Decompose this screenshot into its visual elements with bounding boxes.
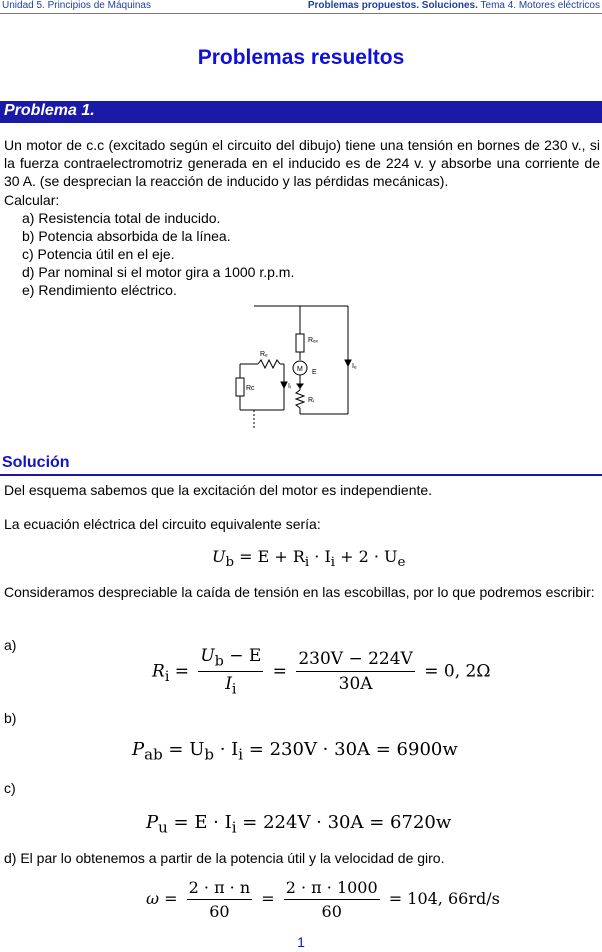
eq-a-num1-rest: − E: [223, 646, 262, 666]
eq-a-den1: I: [225, 674, 232, 695]
eq-c-p: P: [146, 812, 159, 833]
label-c: c): [4, 780, 16, 796]
eq-main-lhs-sub: b: [225, 555, 235, 571]
eq-c-mid: = E · I: [167, 812, 232, 833]
eq-main-rhs: = E + R: [239, 547, 305, 566]
label-motor: M: [297, 366, 303, 373]
solution-text-2: La ecuación eléctrica del circuito equivalente sería:: [4, 516, 321, 532]
equation-d: ω = $\frac{2 \cdot \pi \cdot n}{60}$ = $\frac{2 \cdot \pi \cdot 1000}{60}$ = 104, 66rd/s: [146, 878, 500, 921]
header-right-bold: Problemas propuestos. Soluciones.: [307, 0, 478, 11]
label-ii: Iᵢ: [288, 383, 292, 390]
eq-main-rhs3: + 2 · U: [335, 547, 398, 566]
eq-d-result: = 104, 66rd/s: [388, 889, 500, 908]
solution-divider: [0, 474, 602, 476]
eq-d-frac1: [187, 878, 253, 921]
eq-d-den2: 60: [321, 902, 342, 921]
eq-b-mid2: · I: [213, 739, 239, 760]
header-divider: [0, 13, 602, 14]
label-b: b): [4, 710, 17, 726]
label-ri: Rᵢ: [308, 397, 315, 404]
equation-a: $R_i$ = $\frac{U_b - E}{I_i}$ = $\frac{230V - 224V}{30A}$ = 0, 2Ω: [152, 646, 491, 698]
header-right: [308, 0, 600, 11]
eq-main-rhs2-sub: i: [330, 555, 336, 571]
solution-text-3: Consideramos despreciable la caída de tensión en las escobillas, por lo que podremos escribir:: [4, 584, 595, 600]
eq-d-num2: 2 · π · 1000: [284, 878, 380, 900]
label-ie: Iₑ: [352, 363, 357, 370]
eq-b-mid: = U: [162, 739, 205, 760]
eq-d-den1: 60: [209, 902, 230, 921]
eq-b-p: P: [132, 739, 145, 760]
question-list: [22, 209, 294, 299]
eq-main-rhs-sub: i: [304, 555, 310, 571]
label-a: a): [4, 637, 17, 653]
eq-b-sub3: i: [238, 745, 244, 764]
problem-heading: Problema 1.: [4, 102, 95, 119]
label-rex: Rₑₓ: [308, 337, 318, 344]
circuit-diagram: [224, 302, 364, 432]
label-rc: Rc: [246, 385, 255, 392]
question-item-e: e) Rendimiento eléctrico.: [22, 282, 177, 298]
eq-main-rhs2: · I: [309, 547, 331, 566]
eq-main-lhs: U: [212, 547, 226, 566]
label-e: E: [312, 369, 317, 376]
question-item-c: c) Potencia útil en el eje.: [22, 246, 175, 262]
problem-statement: Un motor de c.c (excitado según el circuito del dibujo) tiene una tensión en bornes de 230 v., si la fuerza contraelectromotriz generada en el inducido es de 224 v. y absorbe una corriente de 30 A. (se desprecian la reacción de inducido y las pérdidas mecánicas).: [4, 137, 600, 189]
solution-text-1: Del esquema sabemos que la excitación del motor es independiente.: [4, 482, 433, 498]
eq-a-frac1: [198, 646, 263, 698]
eq-a-frac2: [296, 649, 415, 694]
eq-c-p-sub: u: [158, 818, 168, 837]
eq-d-num1: 2 · π · n: [187, 878, 253, 900]
eq-a-num2: 230V − 224V: [296, 649, 415, 672]
question-item-a: a) Resistencia total de inducido.: [22, 210, 221, 226]
equation-main: [212, 547, 405, 570]
eq-c-sub2: i: [231, 818, 237, 837]
calcular-label: Calcular:: [4, 192, 60, 208]
page-title: Problemas resueltos: [197, 46, 405, 69]
question-item-b: b) Potencia absorbida de la línea.: [22, 228, 231, 244]
eq-b-sub2: b: [204, 745, 214, 764]
question-item-d: d) Par nominal si el motor gira a 1000 r.p.m.: [22, 264, 295, 280]
eq-a-den2: 30A: [338, 674, 373, 695]
solution-heading: Solución: [2, 454, 70, 471]
eq-c-end: = 224V · 30A = 6720w: [236, 812, 452, 833]
eq-a-den1-sub: i: [231, 681, 237, 698]
problem-heading-bar: [0, 101, 602, 123]
eq-a-num1-sub: b: [214, 653, 224, 670]
page-number: 1: [297, 934, 305, 950]
eq-a-result: = 0, 2Ω: [424, 661, 491, 682]
header-right-rest: Tema 4. Motores eléctricos: [477, 0, 600, 11]
eq-a-lhs-sub: i: [164, 668, 170, 685]
equation-b: [132, 739, 458, 764]
eq-b-p-sub: ab: [144, 745, 163, 764]
eq-d-lhs: ω =: [146, 889, 178, 908]
eq-b-end: = 230V · 30A = 6900w: [243, 739, 458, 760]
label-re: Rₑ: [260, 351, 268, 358]
eq-a-num1: U: [200, 646, 215, 666]
header-left: Unidad 5. Principios de Máquinas: [2, 0, 151, 11]
equation-c: [146, 812, 451, 837]
eq-a-lhs: R: [152, 661, 165, 682]
eq-d-frac2: [284, 878, 380, 921]
eq-main-rhs3-sub: e: [397, 555, 406, 571]
solution-text-d: d) El par lo obtenemos a partir de la potencia útil y la velocidad de giro.: [4, 850, 445, 866]
